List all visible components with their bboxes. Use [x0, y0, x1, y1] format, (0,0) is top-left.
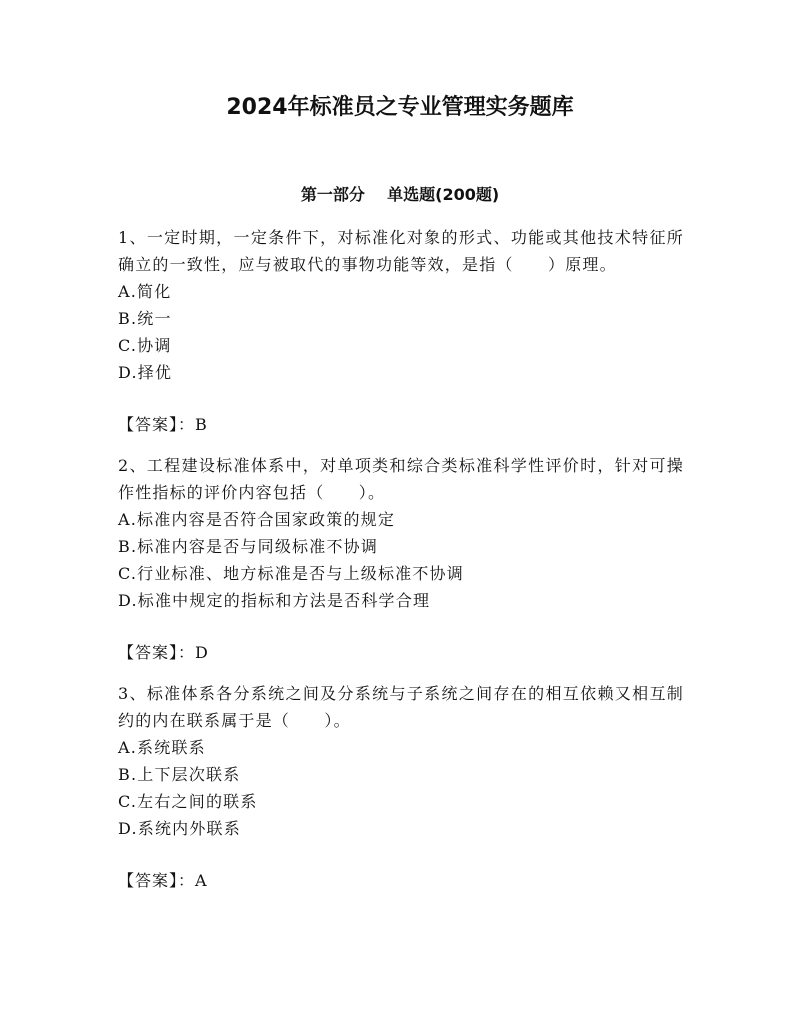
question-2 — [118, 452, 684, 666]
option-a: A.系统联系 — [118, 738, 206, 757]
option-d: D.系统内外联系 — [118, 819, 241, 838]
option-b: B.上下层次联系 — [118, 765, 241, 784]
answer: 【答案】：D — [118, 643, 209, 662]
question-3 — [118, 680, 684, 894]
option-b: B.统一 — [118, 309, 172, 328]
question-stem: 2、工程建设标准体系中，对单项类和综合类标准科学性评价时，针对可操作性指标的评价内容包括（ ）。 — [118, 456, 684, 502]
question-1 — [118, 224, 684, 438]
question-stem: 3、标准体系各分系统之间及分系统与子系统之间存在的相互依赖又相互制约的内在联系属于是（ ）。 — [118, 684, 684, 730]
option-c: C.左右之间的联系 — [118, 792, 258, 811]
option-a: A.简化 — [118, 282, 172, 301]
question-stem: 1、一定时期，一定条件下，对标准化对象的形式、功能或其他技术特征所确立的一致性，应与被取代的事物功能等效，是指（ ）原理。 — [118, 228, 684, 274]
option-d: D.标准中规定的指标和方法是否科学合理 — [118, 591, 431, 610]
option-c: C.协调 — [118, 336, 172, 355]
answer: 【答案】：B — [118, 415, 208, 434]
option-a: A.标准内容是否符合国家政策的规定 — [118, 510, 396, 529]
option-d: D.择优 — [118, 363, 173, 382]
option-list — [118, 506, 684, 614]
option-list — [118, 734, 684, 842]
option-list — [118, 278, 684, 386]
option-c: C.行业标准、地方标准是否与上级标准不协调 — [118, 564, 464, 583]
option-b: B.标准内容是否与同级标准不协调 — [118, 537, 379, 556]
section-title: 第一部分 单选题(200题) — [300, 185, 500, 204]
answer: 【答案】：A — [118, 871, 208, 890]
question-list — [118, 224, 684, 908]
document-title: 2024年标准员之专业管理实务题库 — [226, 95, 574, 120]
